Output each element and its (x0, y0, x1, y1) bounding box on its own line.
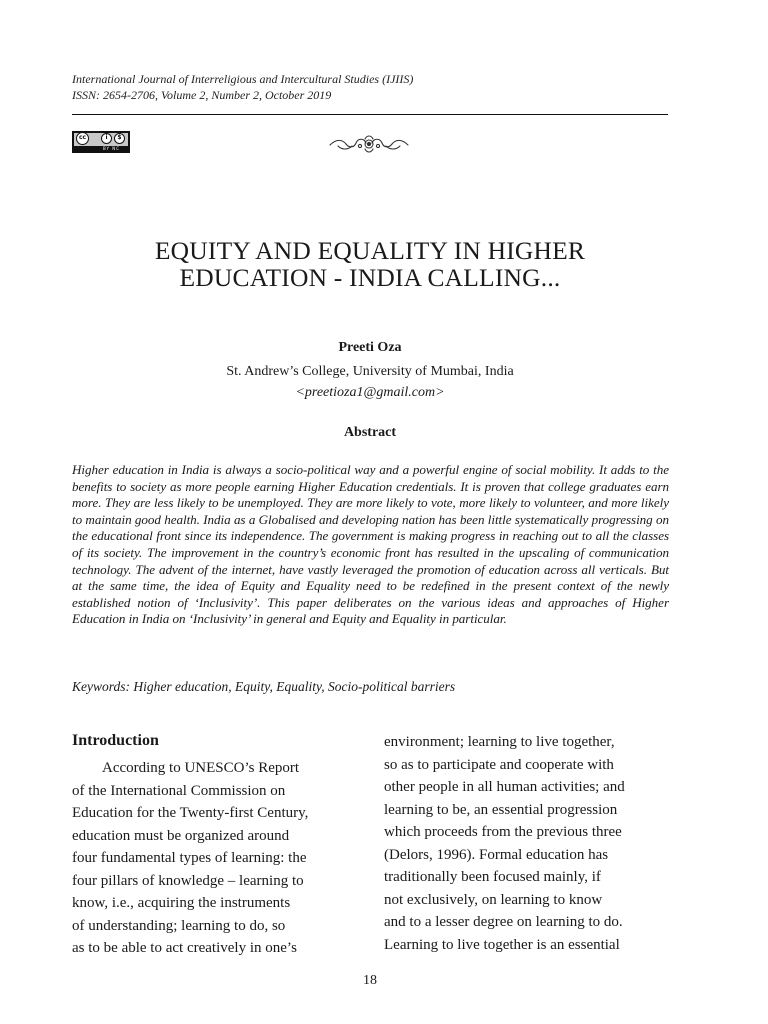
author-affiliation: St. Andrew’s College, University of Mumbai, India (226, 364, 514, 379)
text-line: not exclusively, on learning to know (384, 891, 603, 908)
introduction-heading: Introduction (72, 732, 159, 749)
license-labels: BY NC (103, 146, 121, 151)
abstract-text: Higher education in India is always a socio-political way and a powerful engine of social mobility. It adds to the benefits to society as more people earning Higher Education credentials. It is proven that college graduates earn more. They are less likely to be unemployed. They are more likely to vote, more likely to volunteer, and more likely to maintain good health. India as a Globalised and developing nation has been little systematically progressing on the educational front since its independence. The government is making progress in reaching out to all the classes of its society. The improvement in the country’s economic front has resulted in the upscaling of communication technology. The advent of the internet, have vastly leveraged the promotion of education across all verticals. But at the same time, the idea of Equity and Equality need to be redefined in the present context of the newly established notion of ‘Inclusivity’. This paper deliberates on the various ideas and approaches of Higher Education in India on ‘Inclusivity’ in general and Equity and Equality in particular. (72, 462, 669, 627)
text-line: learning to be, an essential progression (384, 801, 618, 818)
left-column-text (72, 757, 352, 960)
abstract-heading: Abstract (343, 425, 397, 440)
text-line: of understanding; learning to do, so (72, 917, 286, 934)
author-name: Preeti Oza (338, 340, 402, 355)
text-line: four fundamental types of learning: the (72, 850, 307, 866)
journal-title-line: International Journal of Interreligious and Intercultural Studies (IJIIS) (72, 72, 414, 86)
right-column (384, 731, 668, 956)
page-number: 18 (363, 973, 377, 988)
journal-header (72, 71, 672, 103)
text-line: and to a lesser degree on learning to do. (384, 914, 623, 930)
title-line: EDUCATION - INDIA CALLING... (179, 263, 561, 292)
text-line: traditionally been focused mainly, if (384, 869, 601, 885)
paper-title (72, 237, 668, 291)
issn-line: ISSN: 2654-2706, Volume 2, Number 2, October 2019 (72, 88, 332, 102)
text-line: as to be able to act creatively in one’s (72, 940, 297, 956)
text-line: (Delors, 1996). Formal education has (384, 846, 609, 863)
text-line: know, i.e., acquiring the instruments (72, 895, 291, 911)
author-email[interactable]: <preetioza1@gmail.com> (295, 385, 445, 400)
text-line: Education for the Twenty-first Century, (72, 805, 309, 821)
keywords: Keywords: Higher education, Equity, Equality, Socio-political barriers (72, 679, 456, 694)
title-line: EQUITY AND EQUALITY IN HIGHER (154, 236, 586, 265)
header-rule (72, 114, 668, 115)
text-line: which proceeds from the previous three (384, 824, 622, 840)
decorative-flourish-icon (328, 134, 410, 154)
left-column (72, 731, 352, 960)
cc-by-license-icon[interactable]: cc i $ BY NC (72, 131, 130, 153)
text-line: four pillars of knowledge – learning to (72, 872, 304, 889)
text-line: of the International Commission on (72, 782, 286, 799)
text-line: so as to participate and cooperate with (384, 756, 614, 773)
text-line: Learning to live together is an essential (384, 936, 620, 953)
text-line: education must be organized around (72, 827, 290, 844)
text-line: environment; learning to live together, (384, 734, 615, 750)
text-line: According to UNESCO’s Report (102, 760, 300, 776)
text-line: other people in all human activities; and (384, 779, 625, 795)
